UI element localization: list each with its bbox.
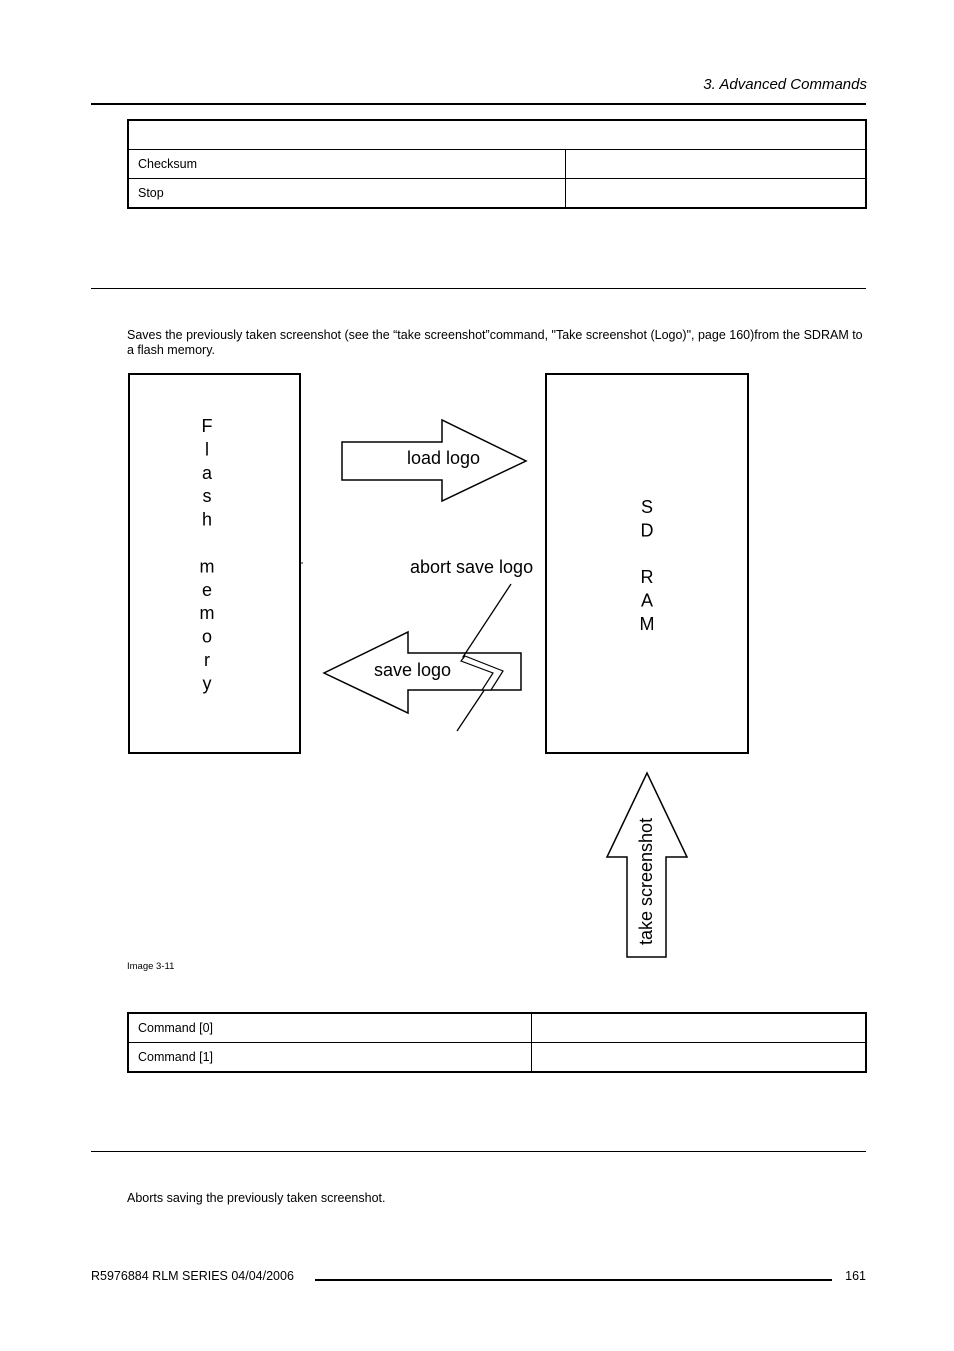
stacked-letter: M: [639, 614, 655, 634]
table-row: [128, 1043, 866, 1073]
stacked-letter: A: [640, 590, 654, 611]
table-cell: [532, 1043, 867, 1073]
table-cell: Stop: [128, 179, 566, 209]
abort-save-logo-description: Aborts saving the previously taken screenshot.: [127, 1191, 386, 1205]
footer-doc-info: R5976884 RLM SERIES 04/04/2006: [91, 1269, 294, 1283]
page-number: 161: [845, 1269, 866, 1283]
footer-rule: [315, 1279, 832, 1281]
stacked-letter: D: [640, 520, 654, 541]
stacked-letter: S: [640, 497, 654, 517]
image-caption: Image 3-11: [127, 961, 175, 972]
load-logo-label: load logo: [407, 448, 481, 468]
save-logo-description: Saves the previously taken screenshot (see the “take screenshot”command, "Take screenshot (Logo)", page 160)from the SDRAM to a flash memory.: [127, 328, 863, 357]
table-cell: Checksum: [128, 150, 566, 179]
section-title: 3. Advanced Commands: [703, 76, 867, 93]
table-cell: Command [1]: [128, 1043, 532, 1073]
table-cell: [532, 1013, 867, 1043]
stacked-letter: r: [204, 650, 210, 670]
stacked-letter: R: [640, 567, 654, 588]
stacked-letter: F: [201, 416, 213, 436]
flash-memory-box: [129, 374, 300, 753]
stacked-letter: a: [201, 462, 213, 483]
stacked-letter: s: [202, 486, 212, 507]
stacked-letter: o: [201, 626, 213, 647]
command-table: [127, 1012, 867, 1073]
table-row: [128, 1013, 866, 1043]
stacked-letter: y: [202, 673, 212, 694]
abort-save-logo-label: abort save logo: [410, 557, 534, 577]
take-screenshot-label: take screenshot: [636, 817, 656, 945]
section-rule: [91, 1151, 866, 1152]
stacked-letter: m: [199, 603, 215, 624]
sdram-box: [546, 374, 748, 753]
stray-dot: [301, 562, 303, 564]
save-logo-label: save logo: [374, 660, 452, 680]
table-cell: Command [0]: [128, 1013, 532, 1043]
stacked-letter: l: [205, 439, 209, 460]
stacked-letter: m: [199, 556, 215, 577]
stacked-letter: h: [201, 509, 213, 530]
stacked-letter: e: [201, 579, 213, 600]
